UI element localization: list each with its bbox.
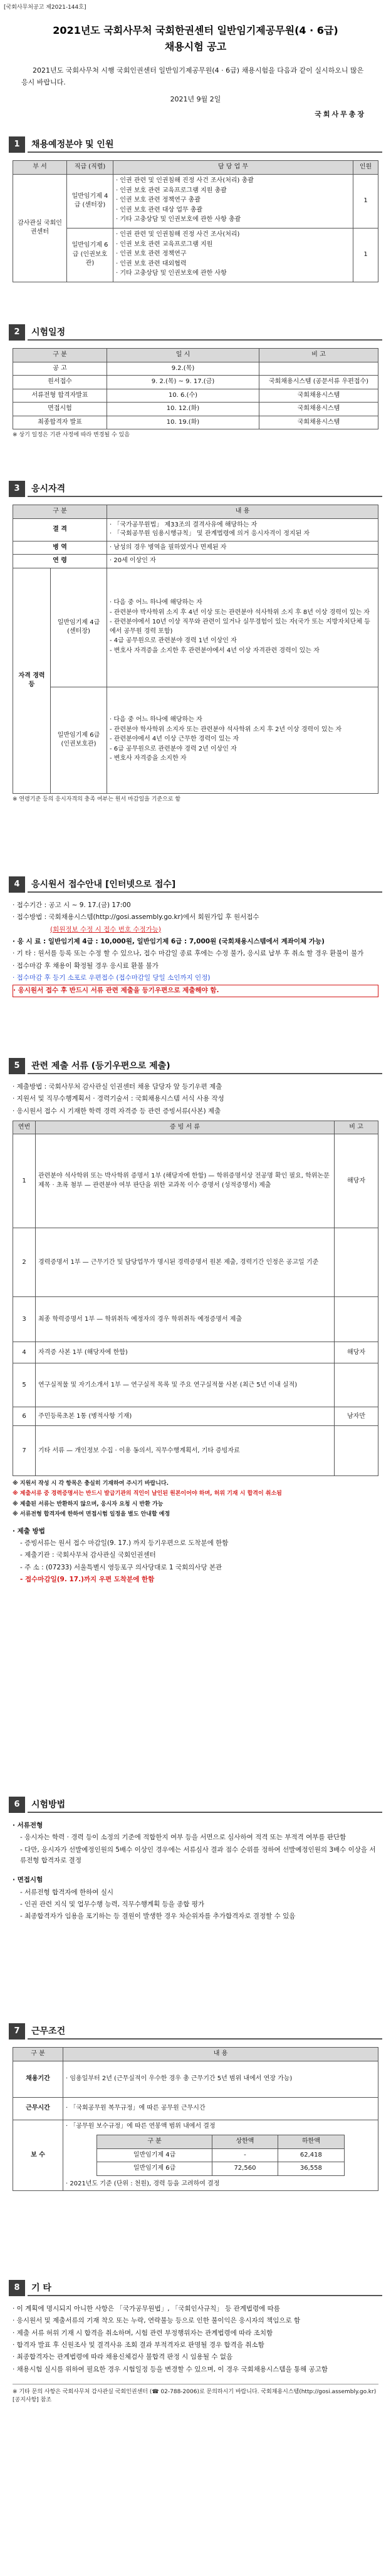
eligibility-table: 구 분 내 용 결 격 · 「국가공무원법」 제33조의 결격사유에 해당하는 자 · 「국회공무원 임용시행규칙」 및 관계법령에 의거 응시자격이 정지된 자 병 역 · 남성의 경우 병역을 필하였거나 면제된 자 연 령 · 20세 이상인 자 자격 경력 등 일반임기제 4급 (센터장) · 다음 중 어느 하나에 해당하는 자 - 관련분야 박사학위 소지 후 4년 이상 또는 관련분야 석사학위 소지 후 8년 이상 경력이 있는 자 - 관련분야에서 10년 이상 직무와 관련이 있거나 실무경험이 있는 자(국가 또는 지방자치단체 등에서 공무원 경력 포함) - 4급 공무원으로 관련분야 경력 1년 이상인 자 - 변호사 자격증을 소지한 후 관련분야에서 4년 이상 자격관련 경력이 있는 자 일반임기제 6급 (인권보호관) · 다음 중 어느 하나에 해당하는 자 - 관련분야 학사학위 소지자 또는 관련분야 석사학위 소지 후 2년 이상 경력이 있는 자 - 관련분야에서 4년 이상 근무한 경력이 있는 자 - 6급 공무원으로 관련분야 경력 2년 이상인 자 - 변호사 자격증을 소지한 자 ※ 연령기준 등의 응시자격의 충족 여부는 원서 마감일을 기준으로 함 xyxy=(13,505,378,804)
page-title xyxy=(0,23,391,54)
duties-cell: · 인권 관련 및 인권침해 진정 사건 조사(처리) 총괄 · 인권 보호 관련 교육프로그램 지원 총괄 · 인권 보호 관련 정책연구 총괄 · 인권 보호 관련 대상 업무 총괄 · 기타 고충상담 및 인권보호에 관한 사항 총괄 xyxy=(113,174,353,228)
section-4-header: 4 응시원서 접수안내 [인터넷으로 접수] xyxy=(9,876,382,893)
section-6-header: 6 시험방법 xyxy=(9,1797,382,1813)
count-cell: 1 xyxy=(353,174,378,228)
documents-section: · 제출방법 : 국회사무처 감사관실 인권센터 채용 담당자 앞 등기우편 제출 · 지원서 및 직무수행계획서 · 경력기술서 : 국회채용시스템 서식 사용 작성 · 응시원서 접수 시 기재한 학력 경력 자격증 등 관련 증빙서류(사본) 제출 연번 증 빙 서 류 비 고 1 관련분야 석사학위 또는 박사학위 증명서 1부 (해당자에 한함) — 학위증명서상 전공명 확인 필요, 학위논문 제목 · 초록 첨부 — 관련분야 여부 판단을 위한 교과목 이수 증명서 (성적증명서) 제출 해당자 2 경력증명서 1부 — 근무기간 및 담당업무가 명시된 경력증명서 원본 제출, 경력기간 인정은 공고일 기준 3 최종 학력증명서 1부 — 학위취득 예정자의 경우 학위취득 예정증명서 제출 4 자격증 사본 1부 (해당자에 한함) 해당자 5 연구실적물 및 자기소개서 1부 — 연구실적 목록 및 주요 연구실적물 사본 (최근 5년 이내 실적) 6 주민등록초본 1통 (병적사항 기재) 남자만 7 기타 서류 — 개인정보 수집 · 이용 동의서, 직무수행계획서, 기타 증빙자료 ※ 지원서 작성 시 각 항목은 충실히 기재하여 주시기 바랍니다. ※ 제출서류 중 경력증명서는 반드시 발급기관의 직인이 날인된 원본이어야 하며, 허위 기재 시 합격이 취소됨 ※ 제출된 서류는 반환하지 않으며, 응시자 요청 시 반환 가능 ※ 서류전형 합격자에 한하여 면접시험 일정을 별도 안내할 예정 · 제출 방법 - 증빙서류는 원서 접수 마감일(9. 17.) 까지 등기우편으로 도착분에 한함 - 제출기관 : 국회사무처 감사관실 국회인권센터 - 주 소 : (07233) 서울특별시 영등포구 의사당대로 1 국회의사당 본관 - 접수마감일(9. 17.)까지 우편 도착분에 한함 xyxy=(13,1082,378,1586)
other-notes: · 이 계획에 명시되지 아니한 사항은 「국가공무원법」, 「국회인사규칙」 등 관계법령에 따름 · 응시원서 및 제출서류의 기재 착오 또는 누락, 연락불능 등으로 인한 불이익은 응시자의 책임으로 함 · 제출 서류 허위 기재 시 합격을 취소하며, 시험 관련 부정행위자는 관계법령에 따라 조치함 · 합격자 발표 후 신원조사 및 결격사유 조회 결과 부적격자로 판명될 경우 합격을 취소함 · 최종합격자는 관계법령에 따라 채용신체검사 불합격 판정 시 임용될 수 없음 · 채용시험 실시를 위하여 필요한 경우 시험일정 등을 변경할 수 있으며, 이 경우 국회채용시스템을 통해 공고함 ※ 기타 문의 사항은 국회사무처 감사관실 국회인권센터 (☎ 02-788-2006)로 문의하시기 바랍니다. 국회채용시스템(http://gosi.assembly.go.kr) [공지사항] 참조 xyxy=(13,2304,378,2404)
documents-table: 연번 증 빙 서 류 비 고 1 관련분야 석사학위 또는 박사학위 증명서 1부 (해당자에 한함) — 학위증명서상 전공명 확인 필요, 학위논문 제목 · 초록 첨부 — 관련분야 여부 판단을 위한 교과목 이수 증명서 (성적증명서) 제출 해당자 2 경력증명서 1부 — 근무기간 및 담당업무가 명시된 경력증명서 원본 제출, 경력기간 인정은 공고일 기준 3 최종 학력증명서 1부 — 학위취득 예정자의 경우 학위취득 예정증명서 제출 4 자격증 사본 1부 (해당자에 한함) 해당자 5 연구실적물 및 자기소개서 1부 — 연구실적 목록 및 주요 연구실적물 사본 (최근 5년 이내 실적) 6 주민등록초본 1통 (병적사항 기재) 남자만 7 기타 서류 — 개인정보 수집 · 이용 동의서, 직무수행계획서, 기타 증빙자료 xyxy=(13,1121,378,1477)
announcement-date: 2021년 9월 2일 xyxy=(170,95,221,103)
contact-note: ※ 기타 문의 사항은 국회사무처 감사관실 국회인권센터 (☎ 02-788-2006)로 문의하시기 바랍니다. 국회채용시스템(http://gosi.assembly.go.kr) [공지사항] 참조 xyxy=(13,2384,378,2404)
section-7-header: 7 근무조건 xyxy=(9,2023,382,2040)
section-8-header: 8 기 타 xyxy=(9,2280,382,2296)
schedule-footnote: ※ 상기 일정은 기관 사정에 따라 변경될 수 있음 xyxy=(13,432,130,438)
duties-cell: · 인권 관련 및 인권침해 진정 사건 조사(처리) · 인권 보호 관련 교육프로그램 지원 · 인권 보호 관련 정책연구 · 인권 보호 관련 대외협력 · 기타 고충상담 및 인권보호에 관한 사항 xyxy=(113,228,353,282)
grade-cell: 일반임기제 6급 (인권보호관) xyxy=(67,228,113,282)
exam-method: · 서류전형 - 응시자는 학력 · 경력 등이 소정의 기준에 적합한지 여부 등을 서면으로 심사하여 적격 또는 부적격 여부를 판단함 - 다만, 응시자가 선발예정인원의 5배수 이상인 경우에는 서류심사 결과 점수 순위를 정하여 선발예정인원의 3배수 이상을 서류전형 합격자로 결정 · 면접시험 - 서류전형 합격자에 한하여 실시 - 인권 관련 지식 및 업무수행 능력, 직무수행계획 등을 종합 평가 - 최종합격자가 임용을 포기하는 등 결원이 발생한 경우 차순위자를 추가합격자로 결정할 수 있음 xyxy=(13,1822,376,1921)
dept-cell: 감사관실 국회인권센터 xyxy=(13,174,67,282)
signer: 국회사무총장 xyxy=(315,110,366,118)
schedule-table: 구 분 일 시 비 고 공 고 9.2.(목) 원서접수 9. 2.(목) ~ 9. 17.(금) 국회채용시스템 (공문서류 우편접수) 서류전형 합격자발표 10. 6.(수) 국회채용시스템 면접시험 10. 12.(화) 국회채용시스템 최종합격자 발표 10. 19.(화) 국회채용시스템 ※ 상기 일정은 기관 사정에 따라 변경될 수 있음 xyxy=(13,348,378,439)
title-line-1: 2021년도 국회사무처 국회한권센터 일반임기제공무원(4 · 6급) xyxy=(53,24,338,36)
count-cell: 1 xyxy=(353,228,378,282)
eligibility-footnote: ※ 연령기준 등의 응시자격의 충족 여부는 원서 마감일을 기준으로 함 xyxy=(13,796,181,803)
pay-table: 구 분 상한액 하한액 일반임기제 4급 - 62,418 일반임기제 6급 72,560 36,558 xyxy=(96,2135,344,2176)
doc-number: [국회사무처공고 제2021-144호] xyxy=(4,4,86,11)
section-5-header: 5 관련 제출 서류 (등기우편으로 제출) xyxy=(9,1058,382,1074)
intro-paragraph: 2021년도 국회사무처 시행 국회인권센터 일반임기제공무원(4 · 6급) 채용시험을 다음과 같이 실시하오니 많은 응시 바랍니다. xyxy=(21,66,364,87)
title-line-2: 채용시험 공고 xyxy=(164,40,227,53)
section-1-header: 1 채용예정분야 및 인원 xyxy=(9,136,382,153)
work-conditions-table: 구 분 내 용 채용기간 · 임용일부터 2년 (근무실적이 우수한 경우 총 근무기간 5년 범위 내에서 연장 가능) 근무시간 · 「국회공무원 복무규정」에 따른 공무원 근무시간 보 수 · 「공무원 보수규정」에 따른 연봉액 범위 내에서 결정 구 분 상한액 하한액 일반임기제 4급 - 62,418 일반임기제 6급 72,560 36,558 · 2021년도 기준 (단위 : 천원), 경력 등을 고려하여 결정 xyxy=(13,2047,378,2191)
application-info: · 접수기간 : 공고 시 ~ 9. 17.(금) 17:00 · 접수방법 : 국회채용시스템(http://gosi.assembly.go.kr)에서 회원가입 후 원서접수 (회원정보 수정 시 접수 번호 수정가능) · 응 시 료 : 일반임기제 4급 : 10,000원, 일반임기제 6급 : 7,000원 (국회채용시스템에서 계좌이체 가능) · 기 타 : 원서를 등록 또는 수정 할 수 있으나, 접수 마감일 종료 후에는 수정 불가, 응시료 납부 후 취소 할 경우 환불이 불가 · 접수마감 후 채용이 확정될 경우 응시료 환불 불가 · 접수마감 후 등기 소포로 우편접수 (접수마감일 당일 소인까지 인정) · 응시원서 접수 후 반드시 서류 관련 제출을 등기우편으로 제출해야 함. xyxy=(13,900,378,998)
grade-cell: 일반임기제 4급 (센터장) xyxy=(67,174,113,228)
section-3-header: 3 응시자격 xyxy=(9,481,382,497)
section-2-header: 2 시험일정 xyxy=(9,324,382,341)
positions-table: 부 서 직급 (직렬) 담 당 업 무 인원 감사관실 국회인권센터 일반임기제 4급 (센터장) · 인권 관련 및 인권침해 진정 사건 조사(처리) 총괄 · 인권 보호 관련 교육프로그램 지원 총괄 · 인권 보호 관련 정책연구 총괄 · 인권 보호 관련 대상 업무 총괄 · 기타 고충상담 및 인권보호에 관한 사항 총괄 1 일반임기제 6급 (인권보호관) · 인권 관련 및 인권침해 진정 사건 조사(처리) · 인권 보호 관련 교육프로그램 지원 · 인권 보호 관련 정책연구 · 인권 보호 관련 대외협력 · 기타 고충상담 및 인권보호에 관한 사항 1 xyxy=(13,160,378,282)
